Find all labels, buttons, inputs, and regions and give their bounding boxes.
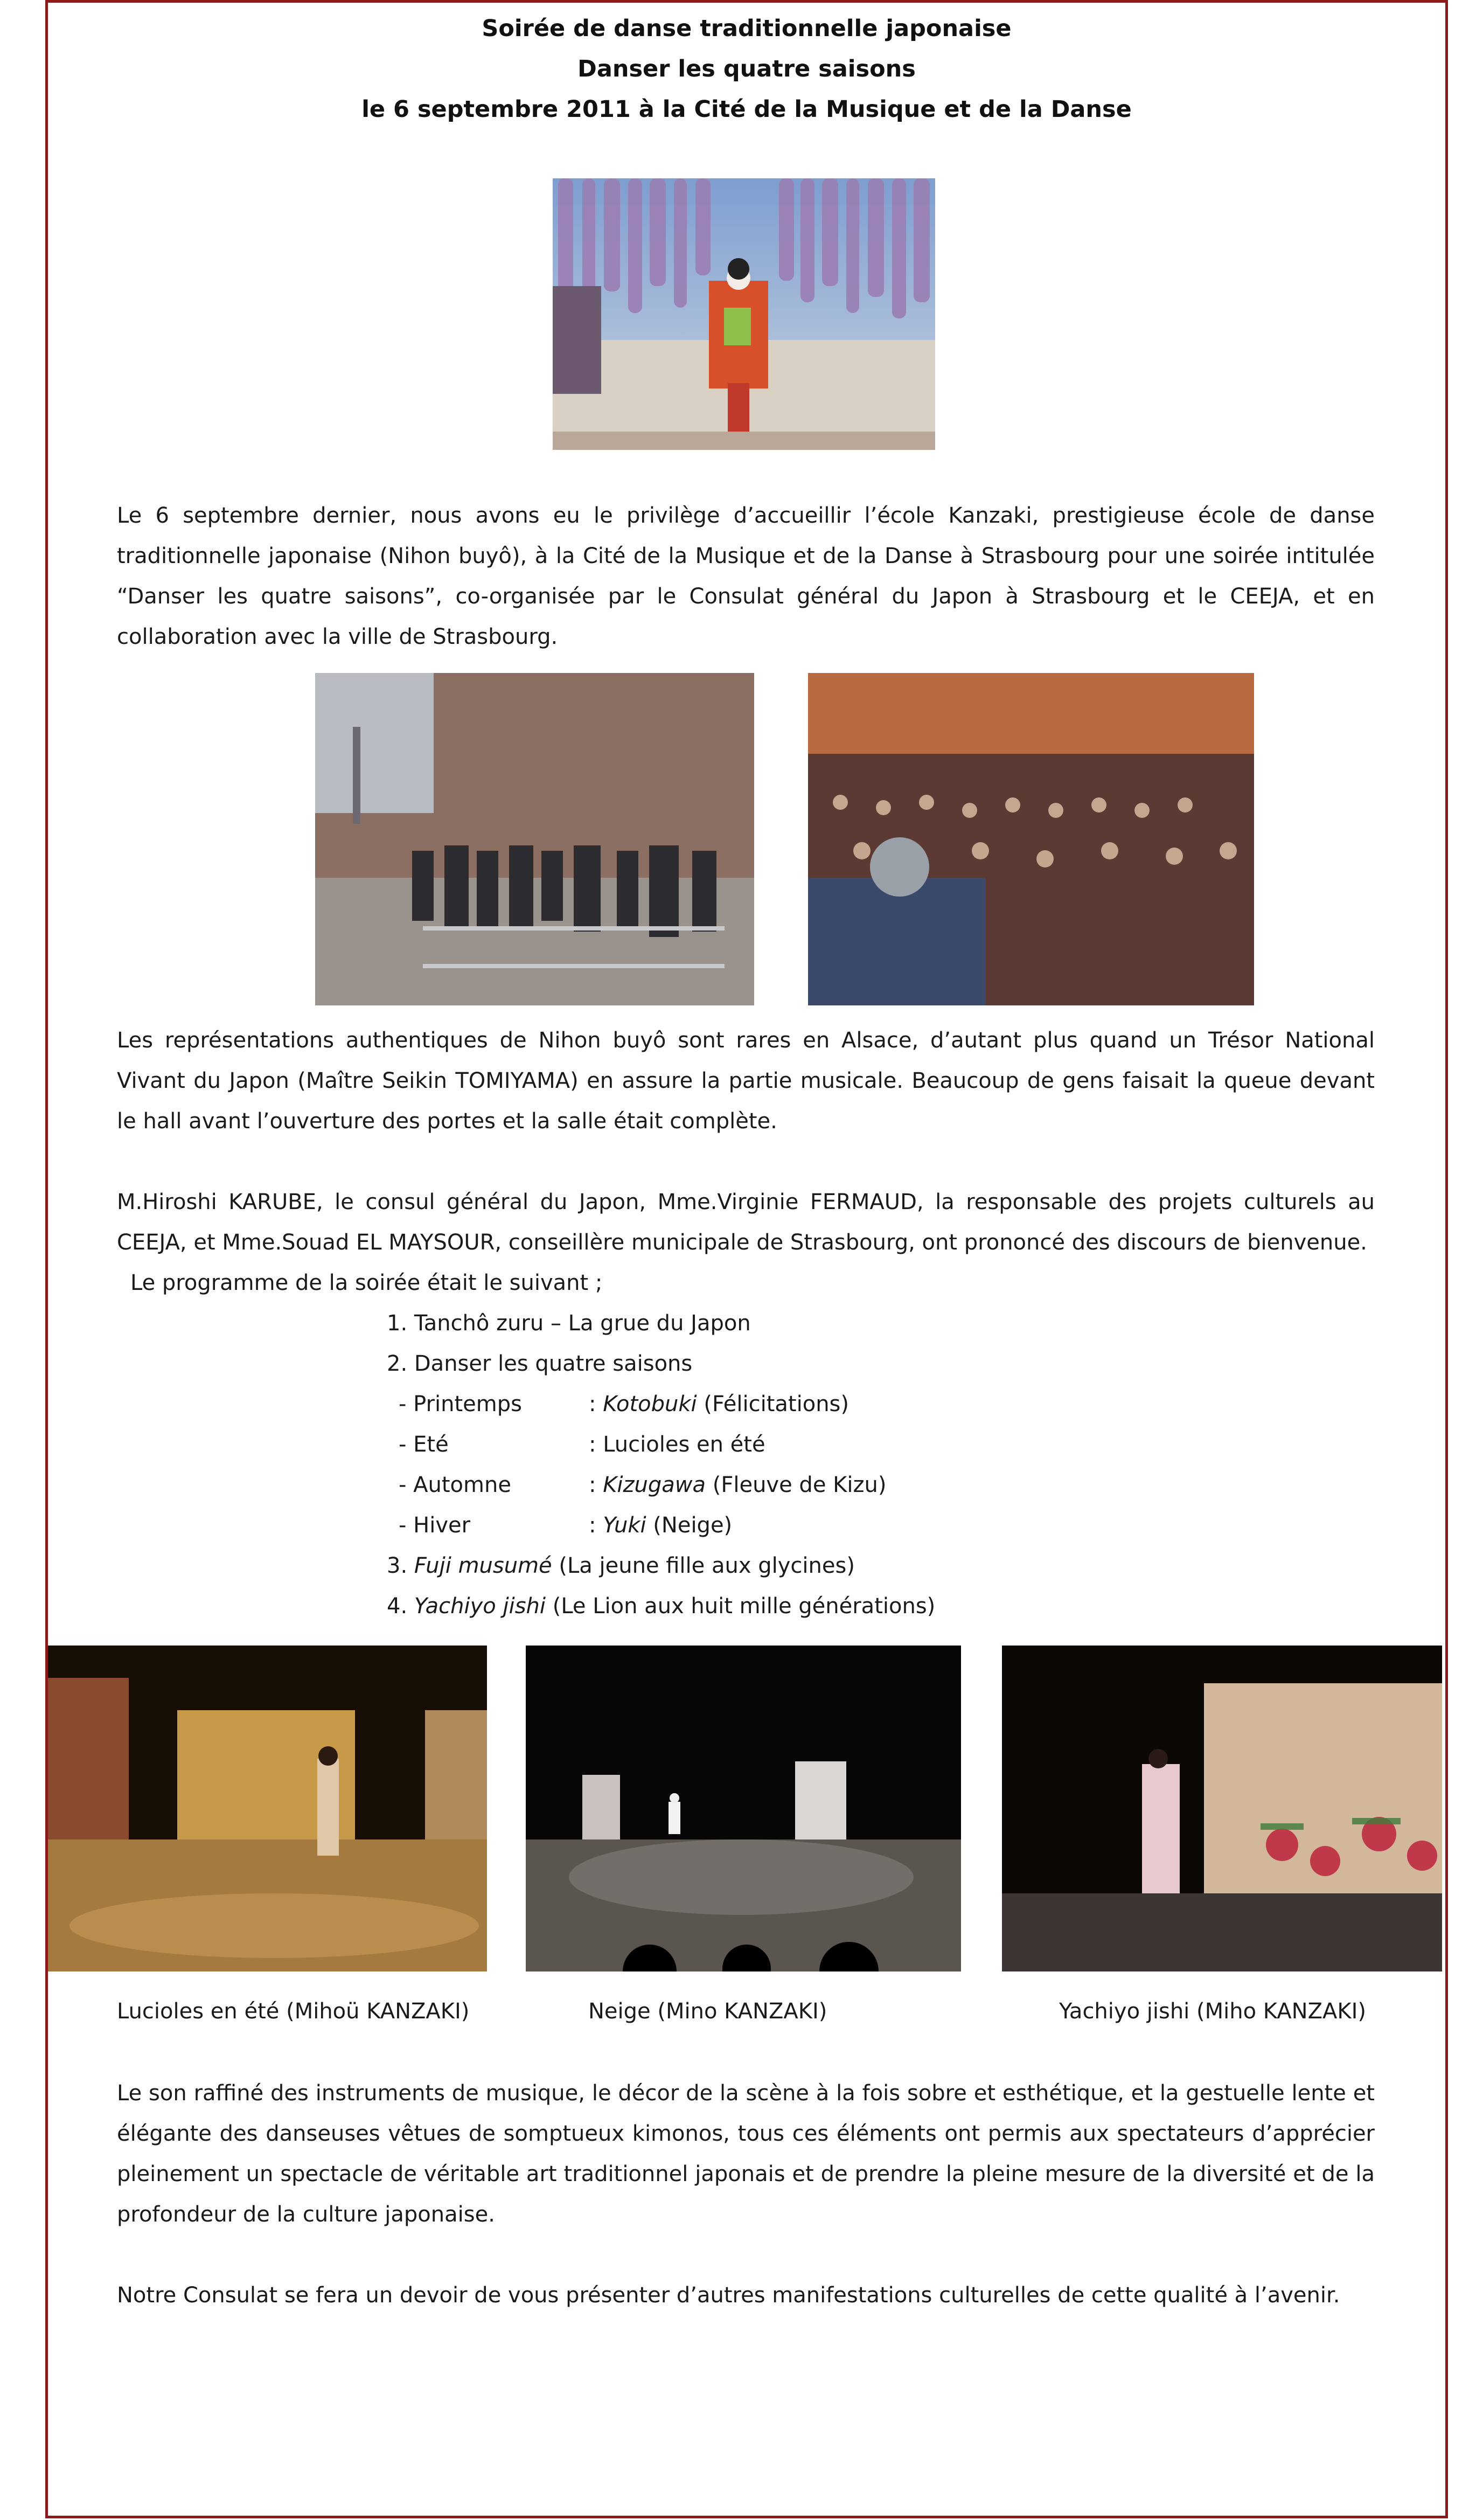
- representations-paragraph: Les représentations authentiques de Nihon buyô sont rares en Alsace, d’autant plus quand un Trésor National Vivant du Japon (Maître Seikin TOMIYAMA) en assure la partie musicale. Beaucoup de gens faisait la queue devant le hall avant l’ouverture des portes et la salle était complète.: [117, 1028, 1375, 1134]
- title-line-1: Soirée de danse traditionnelle japonaise: [482, 15, 1012, 42]
- season-value: : Kizugawa (Fleuve de Kizu): [589, 1473, 887, 1497]
- photo-audience-hall: [808, 673, 1254, 1005]
- season-label: - Printemps: [399, 1392, 522, 1417]
- title-line-3: le 6 septembre 2011 à la Cité de la Musique et de la Danse: [361, 96, 1132, 123]
- photo-queue-outside: [315, 673, 754, 1005]
- season-value: : Yuki (Neige): [589, 1513, 733, 1538]
- season-label: - Automne: [399, 1473, 511, 1497]
- caption-neige: Neige (Mino KANZAKI): [588, 1999, 827, 2024]
- speeches-paragraph: M.Hiroshi KARUBE, le consul général du Japon, Mme.Virginie FERMAUD, la responsable des projets culturels au CEEJA, et Mme.Souad EL MAYSOUR, conseillère municipale de Strasbourg, ont prononcé des discours de bienvenue.: [117, 1190, 1375, 1255]
- season-label: - Eté: [399, 1432, 449, 1457]
- program-item-4: 4. Yachiyo jishi (Le Lion aux huit mille générations): [387, 1594, 936, 1619]
- season-label: - Hiver: [399, 1513, 471, 1538]
- program-intro: Le programme de la soirée était le suivant ;: [130, 1271, 603, 1295]
- program-item-2: 2. Danser les quatre saisons: [387, 1351, 693, 1376]
- caption-yachiyo: Yachiyo jishi (Miho KANZAKI): [1059, 1999, 1366, 2024]
- photo-lucioles-stage: [48, 1646, 487, 1971]
- program-item-1: 1. Tanchô zuru – La grue du Japon: [387, 1311, 751, 1336]
- season-value: : Kotobuki (Félicitations): [589, 1392, 849, 1417]
- program-item-3: 3. Fuji musumé (La jeune fille aux glycines): [387, 1553, 855, 1578]
- photo-neige-stage: [526, 1646, 961, 1971]
- title-line-2: Danser les quatre saisons: [577, 55, 916, 82]
- conclusion-paragraph: Le son raffiné des instruments de musique, le décor de la scène à la fois sobre et esthétique, et la gestuelle lente et élégante des danseuses vêtues de somptueux kimonos, tous ces éléments ont permis aux spectateurs d’apprécier pleinement un spectacle de véritable art traditionnel japonais et de prendre la pleine mesure de la diversité et de la profondeur de la culture japonaise.: [117, 2081, 1375, 2227]
- photo-yachiyo-stage: [1002, 1646, 1442, 1971]
- photo-wisteria-dancer: [553, 178, 935, 450]
- closing-paragraph: Notre Consulat se fera un devoir de vous présenter d’autres manifestations culturelles de cette qualité à l’avenir.: [117, 2283, 1340, 2308]
- caption-lucioles: Lucioles en été (Mihoü KANZAKI): [117, 1999, 470, 2024]
- intro-paragraph: Le 6 septembre dernier, nous avons eu le privilège d’accueillir l’école Kanzaki, prestigieuse école de danse traditionnelle japonaise (Nihon buyô), à la Cité de la Musique et de la Danse à Strasbourg pour une soirée intitulée “Danser les quatre saisons”, co-organisée par le Consulat général du Japon à Strasbourg et le CEEJA, et en collaboration avec la ville de Strasbourg.: [117, 503, 1375, 649]
- season-value: : Lucioles en été: [589, 1432, 765, 1457]
